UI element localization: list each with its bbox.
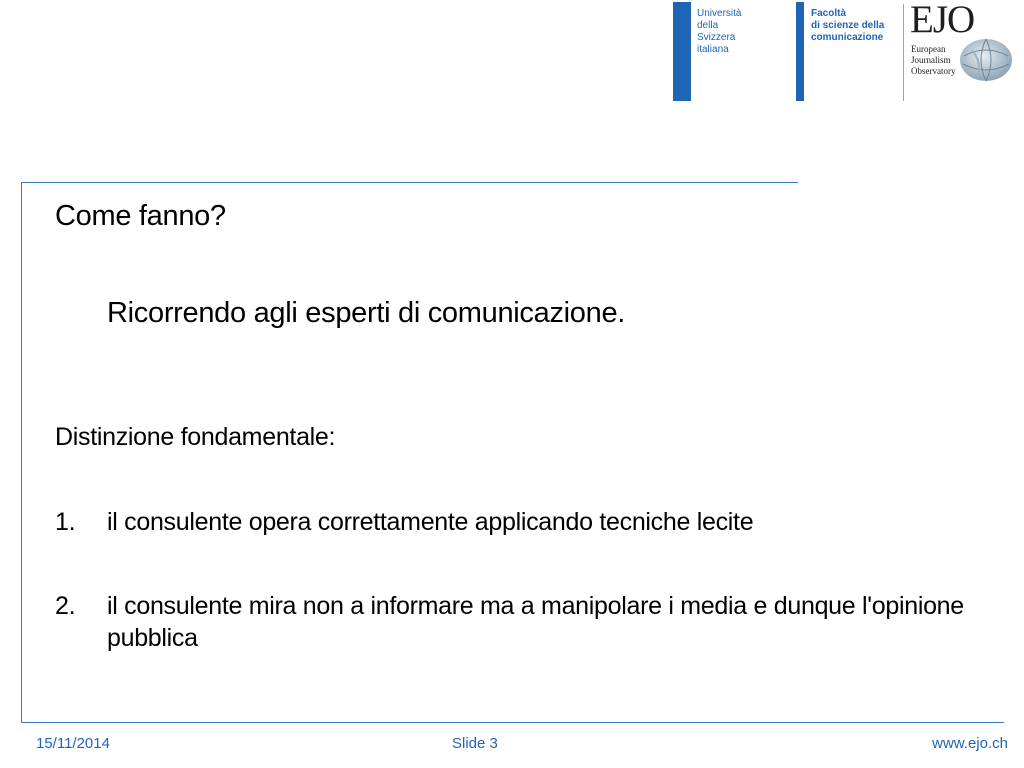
footer-date: 15/11/2014 [36,735,110,752]
ejo-logo-divider [903,4,904,101]
usi-logo-text: Università della Svizzera italiana [697,8,742,55]
list-item-number: 2. [55,592,76,620]
usi-logo-bar [673,2,691,101]
ejo-logo-text: European Journalism Observatory [911,44,956,76]
frame-left-line [21,183,22,723]
list-item-text: il consulente mira non a informare ma a manipolare i media e dunque l'opinione pubblica [107,592,964,652]
footer-url: www.ejo.ch [932,735,1008,752]
faculty-logo-bar [796,2,804,101]
faculty-logo-text: Facoltà di scienze della comunicazione [811,8,885,43]
slide-title: Come fanno? [55,200,226,232]
list-item-number: 1. [55,508,76,536]
frame-top-line [21,182,798,183]
frame-bottom-line [21,722,1004,723]
globe-icon [958,36,1014,82]
list-item-text: il consulente opera correttamente applicando tecniche lecite [107,508,754,536]
slide-answer: Ricorrendo agli esperti di comunicazione. [107,297,626,329]
footer-slide-number: Slide 3 [452,735,498,752]
ejo-logo-mark: EJO [910,0,975,41]
distinction-label: Distinzione fondamentale: [55,423,336,451]
